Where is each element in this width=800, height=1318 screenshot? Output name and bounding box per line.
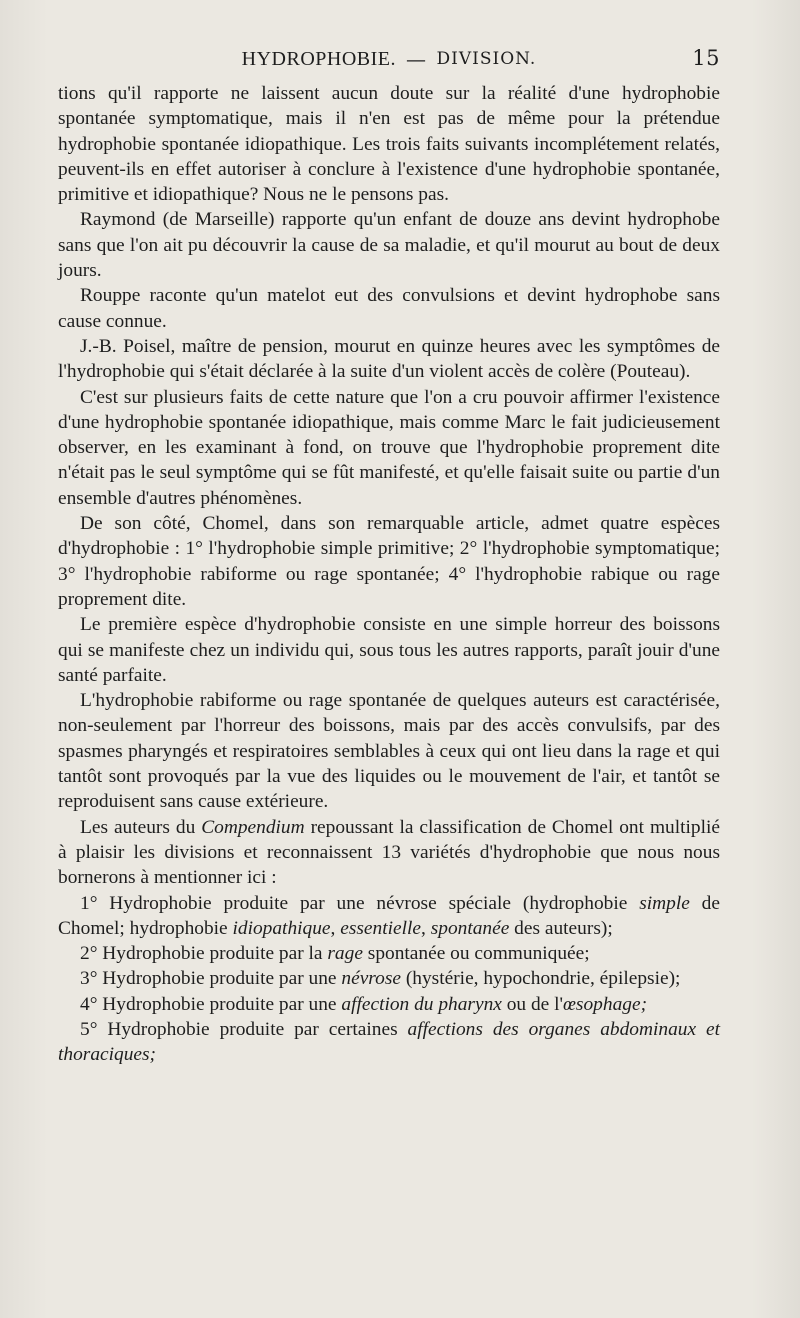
text-run: 1° Hydrophobie produite par une névrose spéciale (hydrophobie (80, 892, 640, 914)
text-run: (hystérie, hypochondrie, épilepsie); (400, 968, 681, 990)
text-run: Rouppe raconte qu'un matelot eut des convulsions et devint hydrophobe sans cause connue. (58, 285, 720, 332)
paragraph (58, 1017, 720, 1068)
paragraph (58, 612, 720, 688)
text-run: 3° Hydrophobie produite par une (80, 968, 342, 990)
text-run: J.-B. Poisel, maître de pension, mourut en quinze heures avec les symptômes de l'hydrophobie qui s'était déclarée à la suite d'un violent accès de colère (Pouteau). (58, 335, 720, 383)
text-run: tions qu'il rapporte ne laissent aucun doute sur la réalité d'une hydrophobie spontanée symptomatique, mais il n'en est pas de même pour la prétendue hydrophobie spontanée idiopathique. Les trois faits suivants incomplétement relatés, peuvent-ils en effet autoriser à conclure à l'existence d'une hydrophobie spontanée, primitive et idiopathique? Nous ne le pensons pas. (58, 83, 720, 206)
italic-text: affections des organes abdominaux et thoraciques; (58, 1018, 720, 1066)
italic-text: essentielle (340, 917, 421, 939)
text-run: De son côté, Chomel, dans son remarquable article, admet quatre espèces d'hydrophobie : 1° l'hydrophobie simple primitive; 2° l'hydrophobie symptomatique; 3° l'hydrophobie rabiforme ou rage spontanée; 4° l'hydrophobie rabique ou rage proprement dite. (58, 513, 720, 610)
text-run: ou de l' (501, 993, 563, 1015)
body-text (58, 81, 720, 1068)
paragraph (58, 891, 720, 942)
text-run: 2° Hydrophobie produite par la (80, 943, 328, 965)
page-number: 15 (692, 46, 720, 70)
text-run: Le première espèce d'hydrophobie consiste en une simple horreur des boissons qui se manifeste chez un individu qui, sous tous les autres rapports, paraît jouir d'une santé parfaite. (58, 614, 720, 686)
paragraph (58, 207, 720, 283)
title-separator: — (406, 47, 427, 71)
paragraph (58, 815, 720, 891)
paragraph (58, 334, 720, 385)
italic-text: rage (327, 943, 363, 965)
paragraph (58, 283, 720, 334)
paragraph (58, 385, 720, 511)
text-run: de Chomel; hydrophobie (58, 892, 720, 939)
running-header (58, 42, 720, 76)
text-run: 4° Hydrophobie produite par une (80, 993, 342, 1015)
italic-text: simple (639, 892, 690, 914)
italic-text: spontanée (430, 917, 510, 939)
italic-text: œsophage; (563, 993, 648, 1015)
paragraph (58, 511, 720, 612)
text-run: C'est sur plusieurs faits de cette nature que l'on a cru pouvoir affirmer l'existence d'une hydrophobie spontanée idiopathique, mais comme Marc le fait judicieusement observer, en les examinant à fond, on trouve que l'hydrophobie proprement dite n'était pas le seul symptôme qui se fût manifesté, et qu'elle faisait suite ou partie d'un ensemble d'autres phénomènes. (58, 386, 720, 509)
italic-text: affection du pharynx (341, 993, 502, 1015)
italic-text: Compendium (201, 816, 305, 838)
text-run: 5° Hydrophobie produite par certaines (80, 1018, 408, 1040)
italic-text: idiopathique (232, 917, 331, 939)
text-run: , (421, 917, 431, 939)
text-run: Raymond (de Marseille) rapporte qu'un enfant de douze ans devint hydrophobe sans que l'on ait pu découvrir la cause de sa maladie, et qu'il mourut au bout de deux jours. (58, 209, 720, 282)
paragraph (58, 81, 720, 207)
running-title: HYDROPHOBIE. (241, 47, 396, 70)
paragraph (58, 966, 720, 991)
text-run: L'hydrophobie rabiforme ou rage spontanée de quelques auteurs est caractérisée, non-seulement par l'horreur des boissons, mais par des accès convulsifs, par des spasmes pharyngés et respiratoires semblables à ceux qui ont lieu dans la rage et qui tantôt sont provoqués par la vue des liquides ou le mouvement de l'air, et tantôt se reproduisent sans cause extérieure. (58, 690, 720, 813)
italic-text: névrose (341, 968, 401, 990)
text-run: spontanée ou communiquée; (362, 943, 590, 965)
text-run: repoussant la classification de Chomel ont multiplié à plaisir les divisions et reconnaissent 13 variétés d'hydrophobie que nous nous bornerons à mentionner ici : (58, 816, 720, 889)
paragraph (58, 688, 720, 814)
text-run: , (330, 917, 341, 939)
running-subtitle: DIVISION. (436, 49, 537, 69)
text-run: des auteurs); (509, 917, 613, 939)
paragraph (58, 941, 720, 966)
text-run: Les auteurs du (80, 816, 202, 838)
paragraph (58, 992, 720, 1017)
